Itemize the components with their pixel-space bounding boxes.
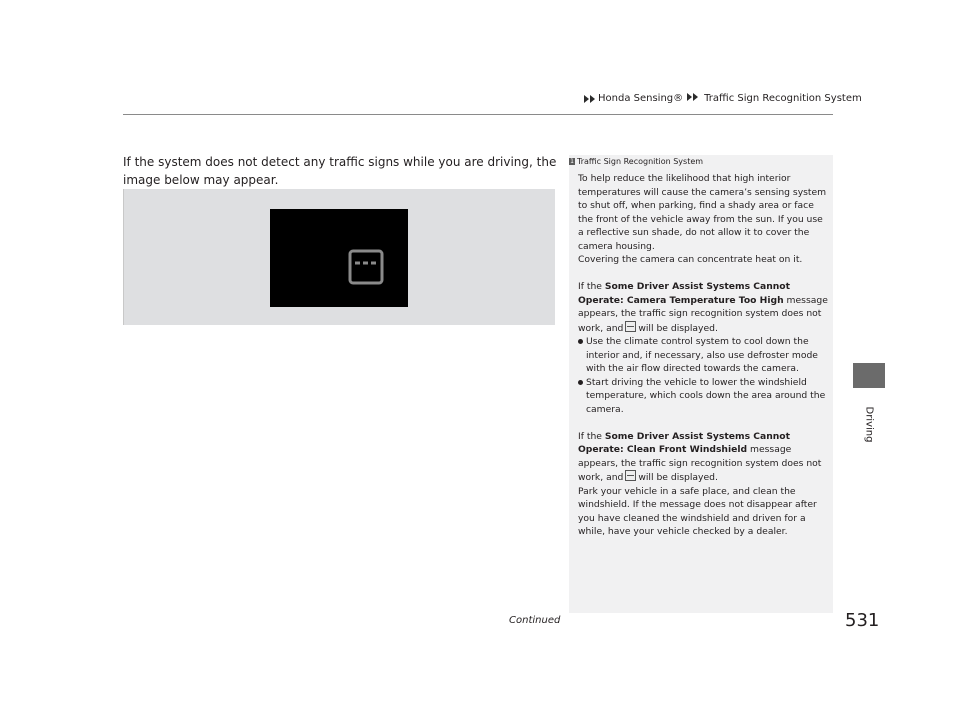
text: message appears, the traffic sign recognition system does not work, and	[578, 294, 828, 334]
breadcrumb-arrow-icon	[584, 95, 589, 103]
message-name: Some Driver Assist Systems Cannot Operate: Clean Front Windshield	[578, 430, 790, 455]
breadcrumb-separator	[687, 93, 701, 104]
text: If the	[578, 281, 605, 292]
bullet-item: Use the climate control system to cool down the interior and, if necessary, also use defroster mode with the air flow directed towards the camera.	[578, 335, 830, 376]
side-note	[569, 155, 833, 613]
note-marker-icon: 1	[570, 158, 574, 165]
traffic-sign-indicator-icon	[625, 321, 636, 332]
traffic-sign-not-detected-icon	[348, 249, 384, 285]
traffic-sign-indicator-icon	[625, 470, 636, 481]
breadcrumb	[584, 93, 862, 104]
text: If the	[578, 430, 605, 442]
breadcrumb-arrow-icon	[687, 93, 692, 101]
note-paragraph: To help reduce the likelihood that high interior temperatures will cause the camera’s sensing system to shut off, when parking, find a shady area or face the front of the vehicle away from the sun. If you use a reflective sun shade, do not allow it to cover the camera housing.	[578, 173, 827, 252]
breadcrumb-item[interactable]: Honda Sensing®	[598, 93, 684, 104]
paragraph-gap	[578, 416, 830, 430]
bullet-item: Start driving the vehicle to lower the windshield temperature, which cools down the area around the camera.	[578, 376, 830, 417]
display-screen	[270, 209, 408, 307]
breadcrumb-arrow-icon	[693, 93, 698, 101]
header-divider	[123, 114, 833, 115]
text: message appears, the traffic sign recognition system does not work, and	[578, 444, 822, 483]
message-name: Some Driver Assist Systems Cannot Operate: Camera Temperature Too High	[578, 281, 790, 306]
note-paragraph: Park your vehicle in a safe place, and clean the windshield. If the message does not disappear after you have cleaned the windshield and driven for a while, have your vehicle checked by a dealer.	[578, 485, 817, 537]
section-tab	[853, 363, 885, 388]
breadcrumb-item[interactable]: Traffic Sign Recognition System	[704, 93, 862, 104]
text: will be displayed.	[638, 322, 718, 334]
note-title	[569, 157, 703, 166]
breadcrumb-arrow-icon	[590, 95, 595, 103]
note-title-text: Traffic Sign Recognition System	[577, 157, 704, 166]
note-paragraph: Covering the camera can concentrate heat on it.	[578, 254, 803, 265]
display-figure	[123, 189, 555, 325]
note-paragraph	[578, 430, 830, 485]
page-number: 531	[845, 610, 880, 631]
intro-text: If the system does not detect any traffic signs while you are driving, the image below may appear.	[123, 155, 557, 187]
note-body	[578, 172, 830, 539]
note-paragraph	[578, 280, 830, 335]
paragraph-gap	[578, 267, 830, 281]
continued-label: Continued	[509, 615, 561, 626]
text: will be displayed.	[638, 472, 718, 483]
section-label: Driving	[863, 406, 875, 443]
